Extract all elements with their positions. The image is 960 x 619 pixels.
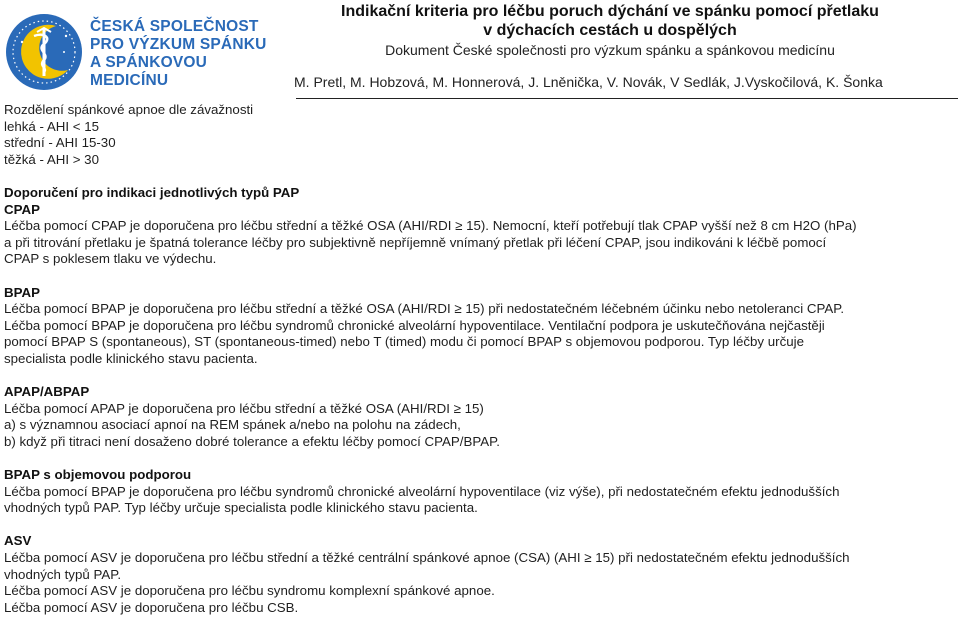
section-text-line: Léčba pomocí ASV je doporučena pro léčbu střední a těžké centrální spánkové apnoe (CSA) (AHI ≥ 15) při nedostatečném efektu jednodušších	[4, 550, 850, 566]
severity-item: těžká - AHI > 30	[4, 151, 99, 167]
section-text-line: pomocí BPAP S (spontaneous), ST (spontaneous-timed) nebo T (timed) modu či pomocí BPAP s objemovou podporou. Typ léčby určuje	[4, 334, 804, 350]
section-text-line: CPAP s poklesem tlaku ve výdechu.	[4, 251, 217, 267]
document-header	[0, 0, 960, 100]
severity-item: lehká - AHI < 15	[4, 118, 99, 134]
authors-list: M. Pretl, M. Hobzová, M. Honnerová, J. Lněnička, V. Novák, V Sedlák, J.Vyskočilová, K. Šonka	[294, 74, 883, 90]
section-title: APAP/ABPAP	[4, 384, 90, 400]
recommendation-sections	[4, 202, 954, 617]
recommendations-heading: Doporučení pro indikaci jednotlivých typů PAP	[4, 184, 300, 200]
section-text-line: specialista podle klinického stavu pacienta.	[4, 350, 258, 366]
society-name-line: PRO VÝZKUM SPÁNKU	[90, 36, 267, 53]
section-text-line: b) když při titraci není dosaženo dobré tolerance a efektu léčby pomocí CPAP/BPAP.	[4, 433, 500, 449]
section-text-line: vhodných typů PAP.	[4, 566, 122, 582]
document-body	[4, 102, 954, 616]
severity-heading: Rozdělení spánkové apnoe dle závažnosti	[4, 102, 254, 117]
section-text-line: Léčba pomocí ASV je doporučena pro léčbu CSB.	[4, 599, 299, 615]
section-title: CPAP	[4, 201, 40, 217]
recommendation-section	[4, 202, 954, 268]
document-title-line: Indikační kriteria pro léčbu poruch dýchání ve spánku pomocí přetlaku	[341, 3, 879, 20]
document-title-line: v dýchacích cestách u dospělých	[483, 22, 737, 39]
society-name-line: MEDICÍNU	[90, 72, 169, 89]
section-title: BPAP	[4, 284, 40, 300]
section-text-line: vhodných typů PAP. Typ léčby určuje specialista podle klinického stavu pacienta.	[4, 500, 478, 516]
society-name-line: ČESKÁ SPOLEČNOST	[90, 18, 259, 35]
section-text-line: Léčba pomocí BPAP je doporučena pro léčbu syndromů chronické alveolární hypoventilace. Ventilační podpora je uskutečňována nejčastěji	[4, 317, 825, 333]
recommendation-section	[4, 285, 954, 368]
section-text-line: a) s významnou asociací apnoí na REM spánek a/nebo na polohu na zádech,	[4, 417, 461, 433]
recommendation-section	[4, 384, 954, 450]
section-text-line: Léčba pomocí ASV je doporučena pro léčbu syndromu komplexní spánkové apnoe.	[4, 583, 495, 599]
section-text-line: Léčba pomocí BPAP je doporučena pro léčbu střední a těžké OSA (AHI/RDI ≥ 15) při nedostatečném léčebném účinku nebo netoleranci CPAP.	[4, 301, 845, 317]
section-title: ASV	[4, 533, 32, 549]
section-text-line: a při titrování přetlaku je špatná tolerance léčby pro subjektivně nepříjemně vnímaný přetlak při léčení CPAP, jsou indikováni k léčbě pomocí	[4, 234, 827, 250]
document-title	[300, 2, 920, 40]
society-name	[90, 18, 290, 90]
header-divider	[296, 98, 958, 99]
recommendation-section	[4, 467, 954, 517]
section-text-line: Léčba pomocí APAP je doporučena pro léčbu střední a těžké OSA (AHI/RDI ≥ 15)	[4, 400, 484, 416]
severity-block	[4, 102, 954, 168]
severity-item: střední - AHI 15-30	[4, 135, 116, 151]
section-title: BPAP s objemovou podporou	[4, 467, 192, 483]
section-text-line: Léčba pomocí BPAP je doporučena pro léčbu syndromů chronické alveolární hypoventilace (viz výše), při nedostatečném efektu jednodušších	[4, 483, 840, 499]
society-logo	[4, 12, 84, 92]
section-text-line: Léčba pomocí CPAP je doporučena pro léčbu střední a těžké OSA (AHI/RDI ≥ 15). Nemocní, kteří potřebují tlak CPAP vyšší než 8 cm H2O (hPa)	[4, 218, 857, 234]
society-name-line: A SPÁNKOVOU	[90, 54, 208, 71]
recommendation-section	[4, 533, 954, 616]
document-subtitle: Dokument České společnosti pro výzkum spánku a spánkovou medicínu	[385, 42, 835, 58]
